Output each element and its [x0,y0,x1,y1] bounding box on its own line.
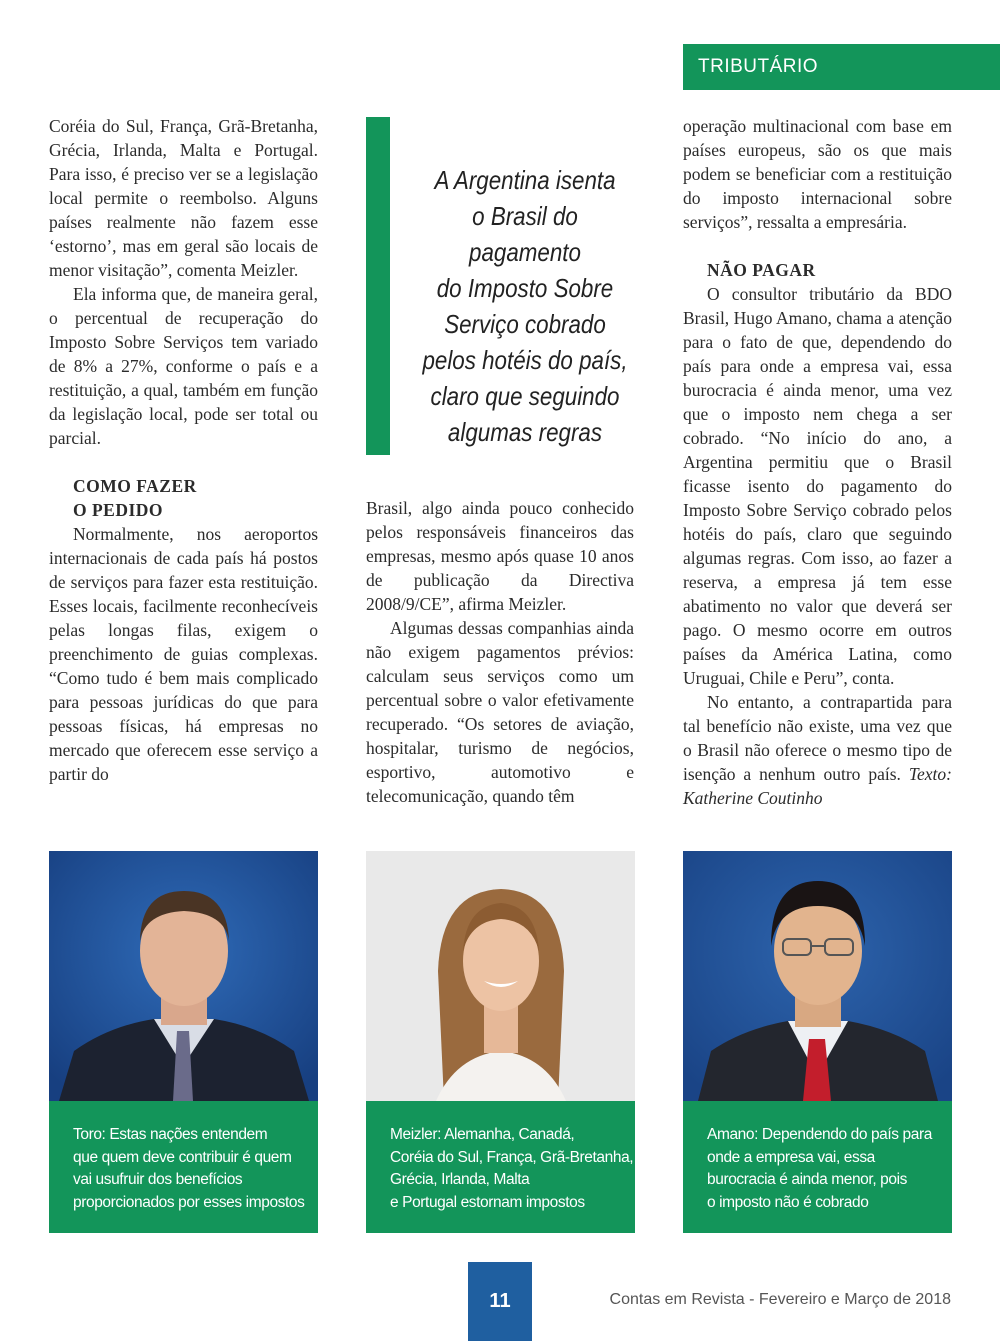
author-credit: Texto: Katherine Coutinho [683,764,952,808]
paragraph: O consultor tributário da BDO Brasil, Hugo Amano, chama a atenção para o fato de que, dependendo do país para onde a empresa vai, essa burocracia é ainda menor, uma vez que o imposto nem chega a ser cobrado. “No início do ano, a Argentina permitiu que o Brasil ficasse isento do pagamento do Imposto Sobre Serviço cobrado pelos hotéis do país, claro que seguindo algumas regras. Com isso, ao fazer a reserva, a empresa já tem esse abatimento no valor que deverá ser pago. O mesmo ocorre em outros países da América Latina, como Uruguai, Chile e Peru”, conta. [683,284,952,688]
caption-line: Coréia do Sul, França, Grã-Bretanha, [390,1148,634,1166]
pull-quote-line: Serviço cobrado [444,309,606,339]
pull-quote-line: o Brasil do pagamento [469,201,581,267]
article-column-2 [366,496,634,808]
pull-quote [418,162,633,450]
subheading-line: COMO FAZER [73,476,197,496]
portrait-photo-amano [683,851,952,1101]
subheading-line: O PEDIDO [73,500,164,520]
caption-line: Amano: Dependendo do país para [707,1126,932,1143]
photo-caption [49,1101,318,1233]
paragraph: Ela informa que, de maneira geral, o percentual de recuperação do Imposto Sobre Serviços tem variado de 8% a 27%, conforme o país e a restituição, a qual, também em função da legislação local, pode ser total ou parcial. [49,284,318,448]
paragraph-text: No entanto, a contrapartida para tal benefício não existe, uma vez que o Brasil não oferece o mesmo tipo de isenção a nenhum outro país. [683,692,952,784]
pull-quote-line: do Imposto Sobre [436,273,614,303]
paragraph: Normalmente, nos aeroportos internacionais de cada país há postos de serviços para fazer esta restituição. Esses locais, facilmente reconhecíveis pelas longas filas, exigem o preenchimento de guias complexas. “Como tudo é bem mais complicado para pessoas jurídicas do que para pessoas físicas, há empresas no mercado que oferecem esse serviço a partir do [49,524,318,784]
photo-caption [683,1101,952,1233]
paragraph: operação multinacional com base em países europeus, são os que mais podem se beneficiar com a restituição do imposto internacional sobre serviços”, ressalta a empresária. [683,116,952,232]
caption-line: o imposto não é cobrado [707,1193,869,1211]
caption-line: burocracia é ainda menor, pois [707,1171,907,1188]
subheading: NÃO PAGAR [707,260,816,280]
article-column-3 [683,114,952,810]
caption-line: proporcionados por esses impostos [73,1193,305,1211]
paragraph: Algumas dessas companhias ainda não exigem pagamentos prévios: calculam seus serviços como um percentual sobre o valor efetivamente recuperado. “Os setores de aviação, hospitalar, turismo de negócios, esportivo, automotivo e telecomunicação, quando têm [366,618,634,806]
portrait-photo-meizler [366,851,635,1101]
article-column-1 [49,114,318,786]
page-number: 11 [468,1262,532,1341]
caption-line: que quem deve contribuir é quem [73,1148,292,1166]
photo-card-toro [49,851,318,1233]
paragraph: Coréia do Sul, França, Grã-Bretanha, Grécia, Irlanda, Malta e Portugal. Para isso, é preciso ver se a legislação local permite o reembolso. Alguns países realmente não fazem esse ‘estorno’, mas em geral são locais de menor visitação”, comenta Meizler. [49,116,318,280]
pull-quote-line: A Argentina isenta [434,165,616,195]
caption-line: onde a empresa vai, essa [707,1148,875,1166]
caption-line: Grécia, Irlanda, Malta [390,1171,530,1188]
pull-quote-bar [366,117,390,455]
paragraph: Brasil, algo ainda pouco conhecido pelos responsáveis financeiros das empresas, mesmo após quase 10 anos de publicação da Directiva 2008/9/CE”, afirma Meizler. [366,498,634,614]
caption-line: e Portugal estornam impostos [390,1193,585,1211]
pull-quote-line: claro que seguindo [430,381,620,411]
photo-card-amano [683,851,952,1233]
photo-card-meizler [366,851,635,1233]
caption-line: vai usufruir dos benefícios [73,1171,243,1188]
pull-quote-line: pelos hotéis do país, [422,345,628,375]
photo-caption [366,1101,635,1233]
paragraph [683,690,952,810]
pull-quote-line: algumas regras [447,417,603,447]
caption-line: Toro: Estas nações entendem [73,1126,268,1143]
caption-line: Meizler: Alemanha, Canadá, [390,1126,575,1143]
section-label: TRIBUTÁRIO [683,44,1000,90]
portrait-photo-toro [49,851,318,1101]
publication-footer: Contas em Revista - Fevereiro e Março de 2018 [609,1291,951,1308]
